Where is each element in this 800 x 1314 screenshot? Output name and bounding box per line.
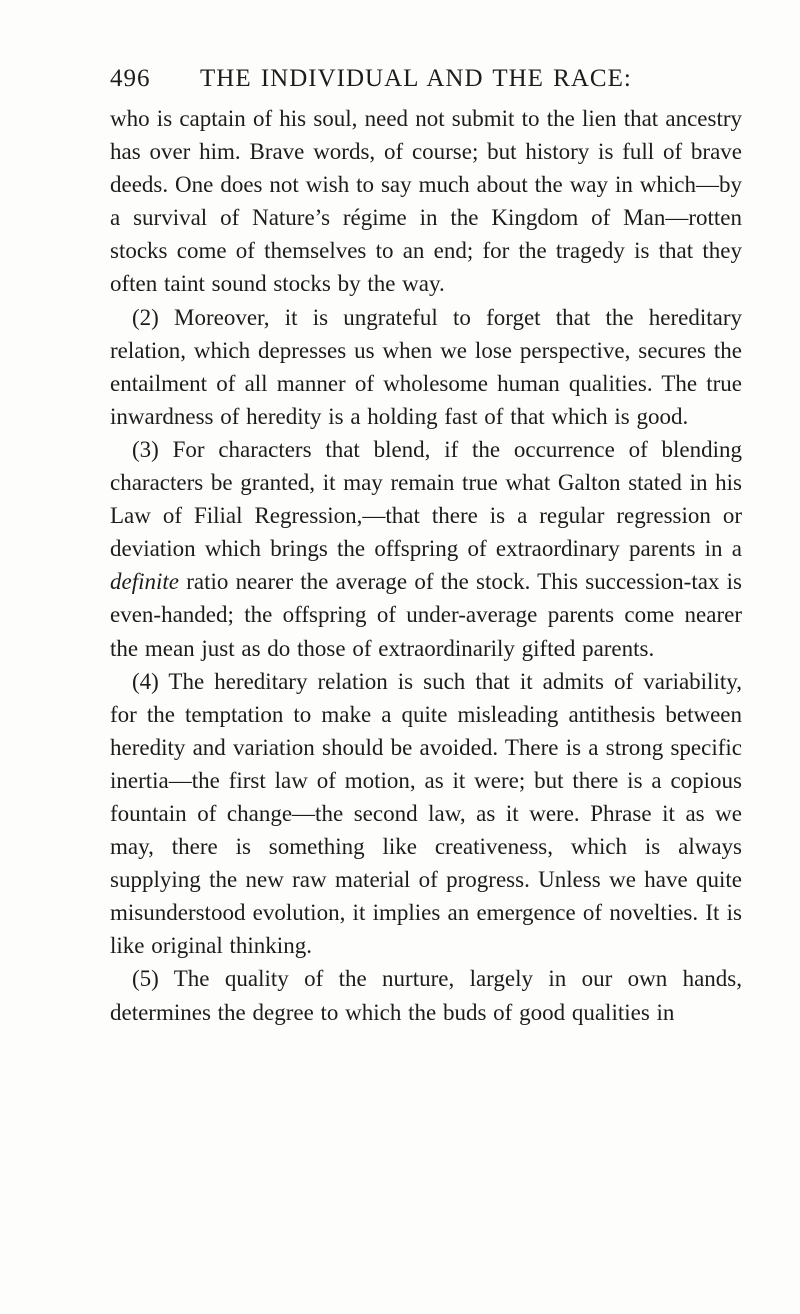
body-text <box>110 102 742 1029</box>
paragraph-continuation: who is captain of his soul, need not submit to the lien that ancestry has over him. Brave words, of course; but history is full of brave deeds. One does not wish to say much about the way in which—by a survival of Nature’s régime in the Kingdom of Man—rotten stocks come of themselves to an end; for the tragedy is that they often taint sound stocks by the way. <box>110 106 742 297</box>
paragraph-3-text-before: (3) For characters that blend, if the occurrence of blending characters be granted, it may remain true what Galton stated in his Law of Filial Regression,—that there is a regular regression or deviation which brings the offspring of extraordinary parents in a <box>110 436 742 562</box>
paragraph-3-text-after: ratio nearer the average of the stock. This succession-tax is even-handed; the offspring of under-average parents come nearer the mean just as do those of extraordinarily gifted parents. <box>110 569 742 661</box>
running-title: THE INDIVIDUAL AND THE RACE: <box>200 65 632 92</box>
running-head <box>110 62 742 96</box>
paragraph-5: (5) The quality of the nurture, largely in our own hands, determines the degree to which the buds of good qualities in <box>110 966 742 1025</box>
paragraph-3 <box>110 433 742 665</box>
paragraph-3-emphasis: definite <box>110 569 179 595</box>
book-page <box>110 62 742 1029</box>
page-number: 496 <box>110 65 151 92</box>
paragraph-2: (2) Moreover, it is ungrateful to forget that the hereditary relation, which depresses us when we lose perspective, secures the entailment of all manner of wholesome human qualities. The true inwardness of heredity is a holding fast of that which is good. <box>110 304 742 429</box>
paragraph-4: (4) The hereditary relation is such that it admits of variability, for the temptation to make a quite misleading antithesis between heredity and variation should be avoided. There is a strong specific inertia—the first law of motion, as it were; but there is a copious fountain of change—the second law, as it were. Phrase it as we may, there is something like creativeness, which is always supplying the new raw material of progress. Unless we have quite misunderstood evolution, it implies an emergence of novelties. It is like original thinking. <box>110 668 742 959</box>
